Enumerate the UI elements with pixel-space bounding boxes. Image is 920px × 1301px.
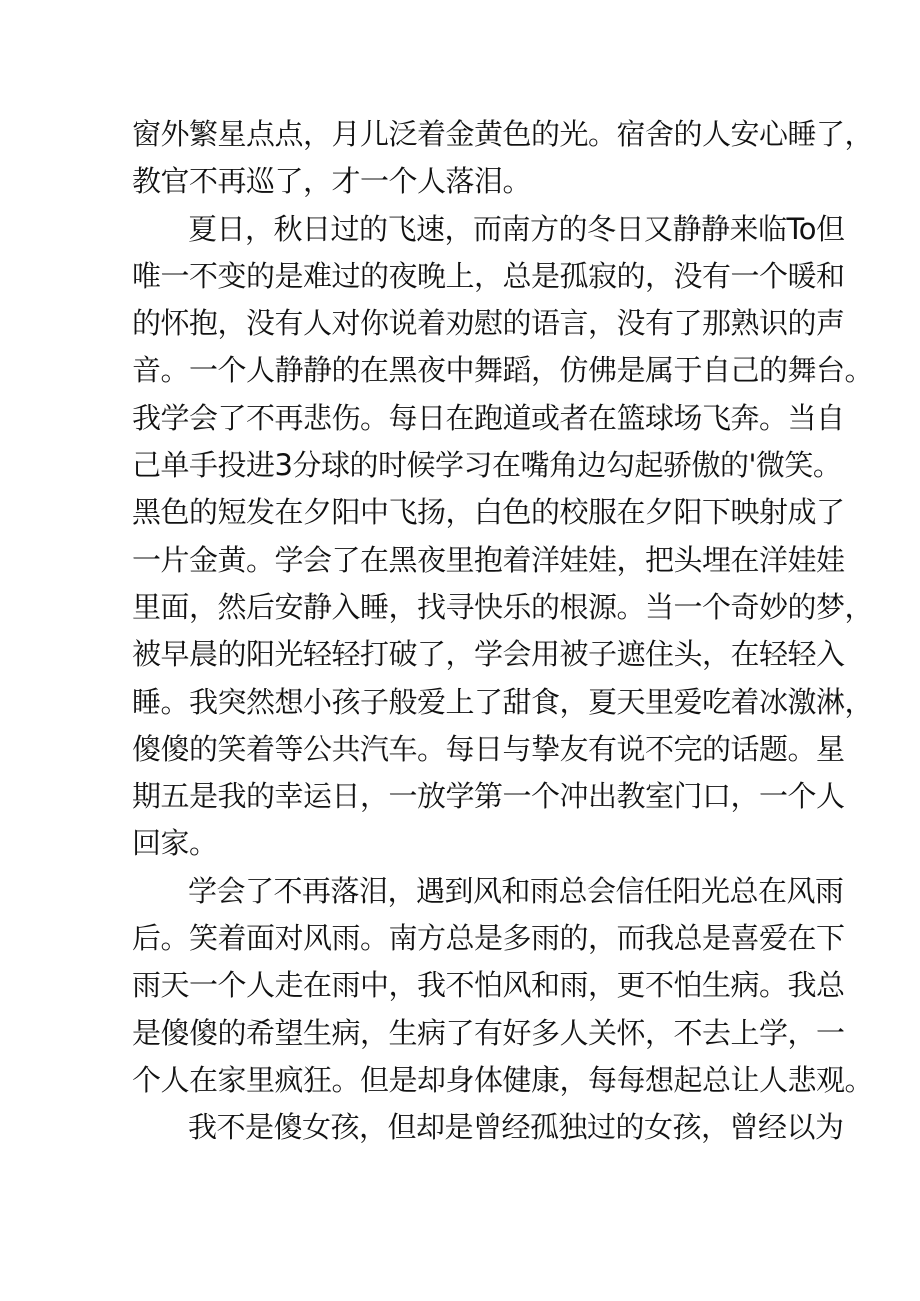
text-line: 里面，然后安静入睡，找寻快乐的根源。当一个奇妙的梦， [132,589,874,624]
text-line: 我不是傻女孩，但却是曾经孤独过的女孩，曾经以为 [188,1110,844,1145]
text-line: 音。一个人静静的在黑夜中舞蹈，仿佛是属于自己的舞台。 [132,353,874,388]
text-line: 一片金黄。学会了在黑夜里抱着洋娃娃，把头埋在洋娃娃 [132,542,845,577]
text-line: 被早晨的阳光轻轻打破了，学会用被子遮住头，在轻轻入 [132,637,845,672]
text-line: 我学会了不再悲伤。每日在跑道或者在篮球场飞奔。当自 [132,400,845,435]
text-line: 雨天一个人走在雨中，我不怕风和雨，更不怕生病。我总 [132,968,845,1003]
essay-text [132,111,874,1152]
text-line: 个人在家里疯狂。但是却身体健康，每每想起总让人悲观。 [132,1062,874,1097]
text-line: 唯一不变的是难过的夜晚上，总是孤寂的，没有一个暖和 [132,258,845,293]
text-line: 学会了不再落泪，遇到风和雨总会信任阳光总在风雨 [188,873,844,908]
text-line: 教官不再巡了，才一个人落泪。 [132,164,532,199]
text-line: 的怀抱，没有人对你说着劝慰的语言，没有了那熟识的声 [132,306,845,341]
text-line: 睡。我突然想小孩子般爱上了甜食，夏天里爱吃着冰激淋， [132,684,874,719]
text-line: 是傻傻的希望生病，生病了有好多人关怀，不去上学，一 [132,1015,845,1050]
text-line: 傻傻的笑着等公共汽车。每日与挚友有说不完的话题。星 [132,731,845,766]
text-line: 窗外繁星点点，月儿泛着金黄色的光。宿舍的人安心睡了， [132,117,874,151]
text-line: 己单手投进3分球的时候学习在嘴角边勾起骄傲的'微笑。 [132,448,842,483]
text-line: 期五是我的幸运日，一放学第一个冲出教室门口，一个人 [132,779,845,814]
text-line: 夏日，秋日过的飞速，而南方的冬日又静静来临To但 [188,211,845,246]
text-line: 回家。 [132,826,218,861]
text-line: 后。笑着面对风雨。南方总是多雨的，而我总是喜爱在下 [132,921,845,956]
text-line: 黑色的短发在夕阳中飞扬，白色的校服在夕阳下映射成了 [132,495,845,530]
